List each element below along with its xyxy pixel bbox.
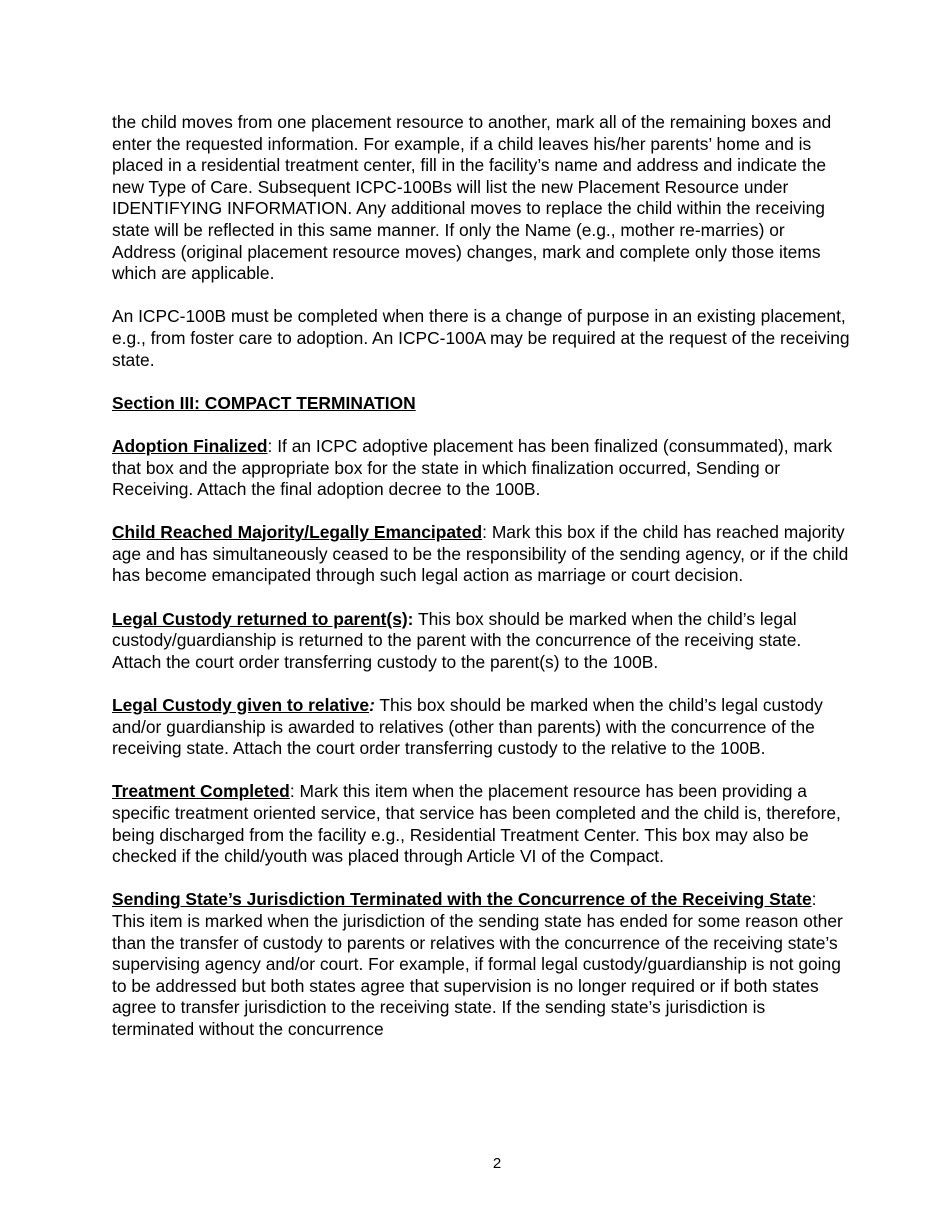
item-jurisdiction-terminated bbox=[112, 889, 850, 1040]
item-term: Treatment Completed bbox=[112, 781, 290, 802]
item-treatment-completed bbox=[112, 781, 850, 867]
change-of-purpose-paragraph: An ICPC-100B must be completed when there is a change of purpose in an existing placement, e.g., from foster care to adoption. An ICPC-100A may be required at the request of the receiving state. bbox=[112, 306, 850, 370]
item-colon: : bbox=[811, 889, 817, 910]
item-text: Mark this item when the placement resource has been providing a specific treatment oriented service, that service has been completed and the child is, therefore, being discharged from the facility e.g., Residential Treatment Center. This box may also be checked if the child/youth was placed through Article VI of the Compact. bbox=[112, 781, 841, 867]
item-legal-custody-relative bbox=[112, 695, 850, 760]
item-text: This box should be marked when the child’s legal custody and/or guardianship is awarded to relatives (other than parents) with the concurrence of the receiving state. Attach the court order transferring custody to the relative to the 100B. bbox=[112, 695, 823, 759]
item-colon: : bbox=[267, 435, 273, 456]
page-content bbox=[112, 112, 850, 1062]
item-term: Adoption Finalized bbox=[112, 435, 268, 456]
item-legal-custody-parents bbox=[112, 609, 850, 674]
item-colon: : bbox=[369, 695, 375, 716]
item-adoption-finalized bbox=[112, 436, 850, 501]
item-term: Legal Custody given to relative bbox=[112, 695, 370, 716]
item-colon: : bbox=[407, 608, 414, 629]
item-term: Sending State’s Jurisdiction Terminated with the Concurrence of the Receiving State bbox=[112, 889, 812, 910]
continuation-paragraph: the child moves from one placement resource to another, mark all of the remaining boxes and enter the requested information. For example, if a child leaves his/her parents’ home and is placed in a residential treatment center, fill in the facility’s name and address and indicate the new Type of Care. Subsequent ICPC-100Bs will list the new Placement Resource under IDENTIFYING INFORMATION. Any additional moves to replace the child within the receiving state will be reflected in this same manner. If only the Name (e.g., mother re-marries) or Address (original placement resource moves) changes, mark and complete only those items which are applicable. bbox=[112, 112, 832, 284]
item-term: Child Reached Majority/Legally Emancipated bbox=[112, 522, 483, 543]
item-term: Legal Custody returned to parent(s) bbox=[112, 608, 408, 629]
item-text: If an ICPC adoptive placement has been finalized (consummated), mark that box and the appropriate box for the state in which finalization occurred, Sending or Receiving. Attach the final adoption decree to the 100B. bbox=[112, 435, 833, 500]
item-text: Mark this box if the child has reached majority age and has simultaneously ceased to be the responsibility of the sending agency, or if the child has become emancipated through such legal action as marriage or court decision. bbox=[112, 522, 849, 586]
item-text: This item is marked when the jurisdiction of the sending state has ended for some reason other than the transfer of custody to parents or relatives with the concurrence of the receiving state’s supervising agency and/or court. For example, if formal legal custody/guardianship is not going to be addressed but both states agree that supervision is no longer required or if both states agree to transfer jurisdiction to the receiving state. If the sending state’s jurisdiction is terminated without the concurrence bbox=[112, 910, 843, 1039]
item-text: This box should be marked when the child’s legal custody/guardianship is returned to the parent with the concurrence of the receiving state. Attach the court order transferring custody to the parent(s) to the 100B. bbox=[112, 608, 802, 672]
item-colon: : bbox=[482, 522, 487, 543]
page-number: 2 bbox=[492, 1155, 502, 1172]
item-child-reached-majority bbox=[112, 522, 850, 587]
section-heading: Section III: COMPACT TERMINATION bbox=[112, 392, 416, 413]
item-colon: : bbox=[289, 781, 295, 802]
